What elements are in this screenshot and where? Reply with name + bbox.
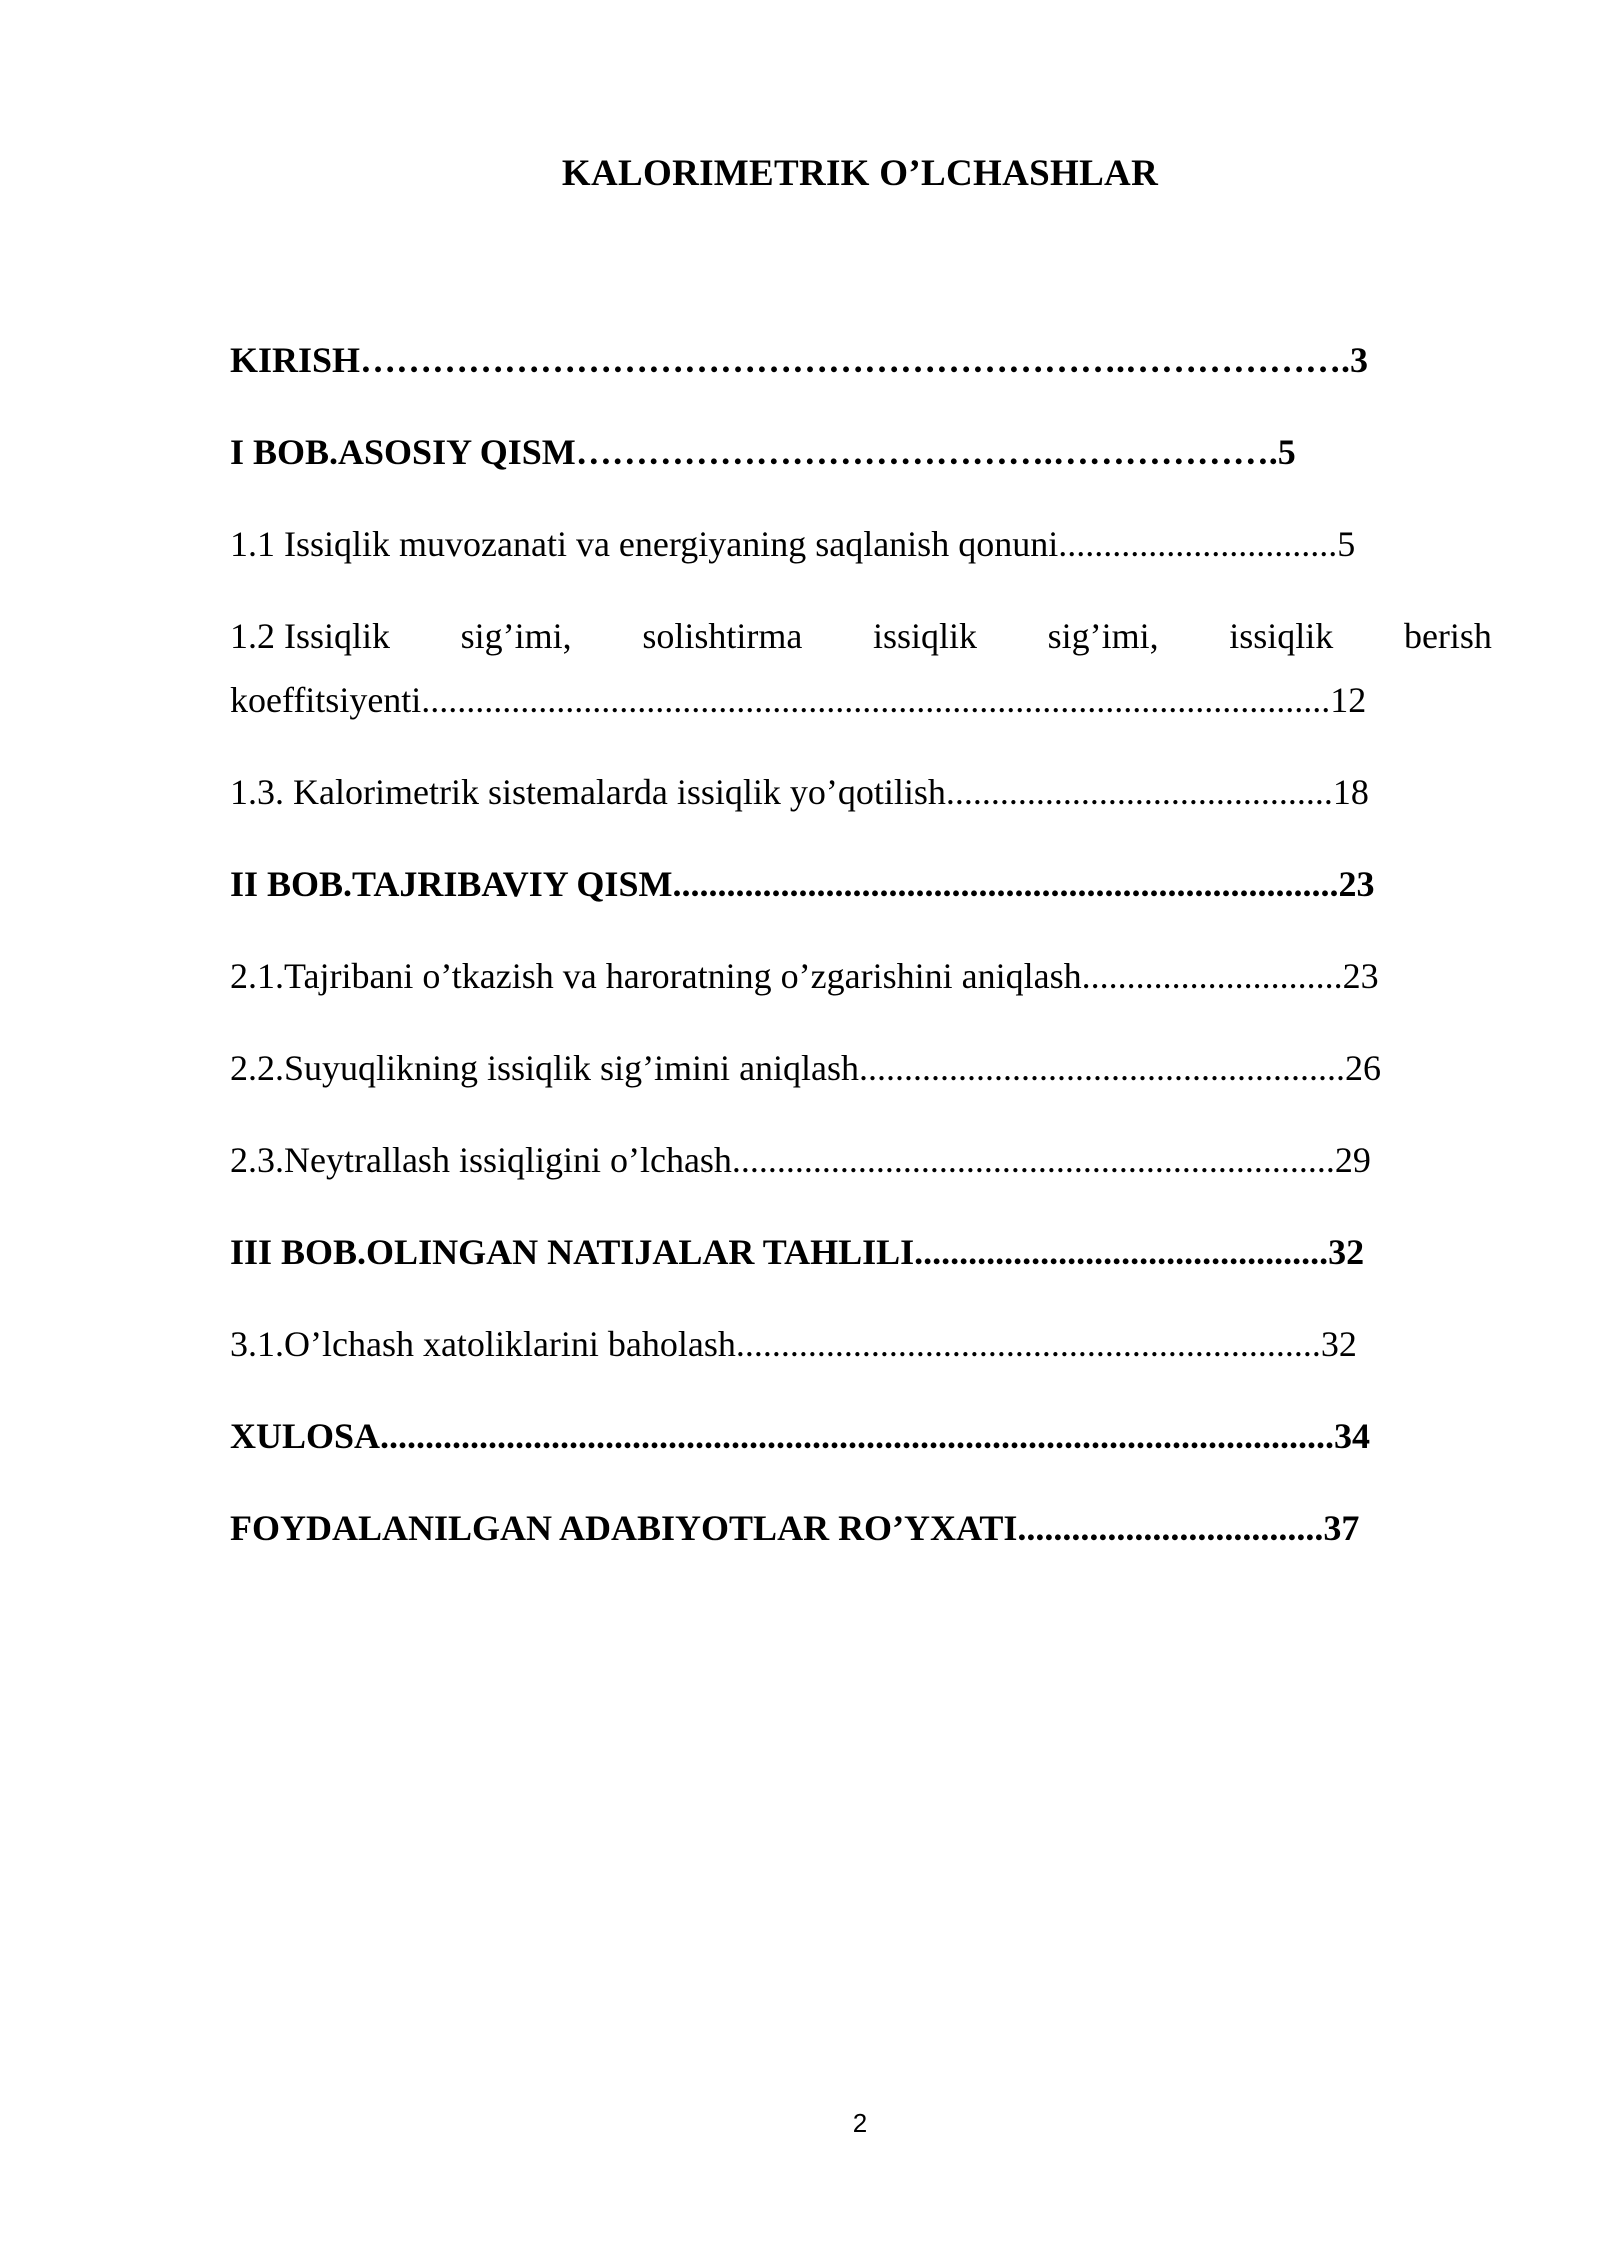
toc-entry-kirish: KIRISH……………………………………………………….……………….3 xyxy=(230,340,1369,380)
toc-entry-xulosa: XULOSA..........................................................................................................34 xyxy=(230,1416,1371,1456)
toc-entry-1-1: 1.1 Issiqlik muvozanati va energiyaning saqlanish qonuni...............................5 xyxy=(230,524,1356,564)
toc-entry-chapter-3: III BOB.OLINGAN NATIJALAR TAHLILI..............................................32 xyxy=(230,1232,1365,1272)
document-title: KALORIMETRIK O’LCHASHLAR xyxy=(561,153,1159,194)
toc-entry-1-2-line-2: koeffitsiyenti.....................................................................................................12 xyxy=(230,680,1367,720)
toc-word: 1.2 Issiqlik xyxy=(230,616,391,656)
toc-entry-2-3: 2.3.Neytrallash issiqligini o’lchash...................................................................29 xyxy=(230,1140,1371,1180)
toc-entry-2-2: 2.2.Suyuqlikning issiqlik sig’imini aniqlash......................................................26 xyxy=(230,1048,1382,1088)
toc-word: issiqlik xyxy=(1229,616,1334,656)
page-number: 2 xyxy=(852,2108,868,2138)
toc-word: sig’imi, xyxy=(460,616,572,656)
toc-word: issiqlik xyxy=(872,616,977,656)
toc-entry-chapter-1: I BOB.ASOSIY QISM………………………………….……………….5 xyxy=(230,432,1296,472)
toc-entry-1-2-line-1 xyxy=(230,618,1492,654)
toc-entry-1-3: 1.3. Kalorimetrik sistemalarda issiqlik yo’qotilish...........................................18 xyxy=(230,772,1369,812)
toc-entry-references: FOYDALANILGAN ADABIYOTLAR RO’YXATI..................................37 xyxy=(230,1508,1360,1548)
toc-entry-2-1: 2.1.Tajribani o’tkazish va haroratning o’zgarishini aniqlash.............................23 xyxy=(230,956,1379,996)
toc-word: berish xyxy=(1403,616,1492,656)
toc-entry-chapter-2: II BOB.TAJRIBAVIY QISM..........................................................................23 xyxy=(230,864,1375,904)
toc-entry-3-1: 3.1.O’lchash xatoliklarini baholash.................................................................32 xyxy=(230,1324,1357,1364)
toc-word: solishtirma xyxy=(642,616,803,656)
toc-word: sig’imi, xyxy=(1047,616,1159,656)
